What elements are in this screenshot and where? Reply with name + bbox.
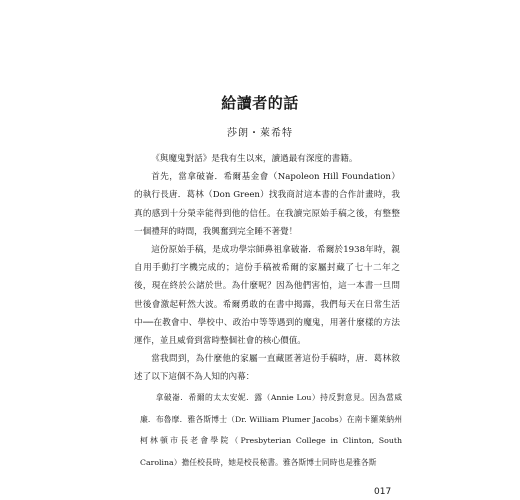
- paragraph: 《與魔鬼對話》是我有生以來，讀過最有深度的書籍。: [151, 154, 358, 164]
- quote-paragraph: 拿破崙．希爾的太太安妮．露（Annie Lou）持反對意見。因為當威廉．布魯摩．雅各斯博士（Dr. William Plumer Jacobs）在南卡羅萊納州柯林頓市長老會學院（Presbyterian College in Clinton, South Carolina）擔任校長時，她是校長秘書。雅各斯博士同時也是雅各斯: [140, 393, 402, 467]
- body-text: [134, 150, 400, 387]
- paragraph: 這份原始手稿，是成功學宗師鼻祖拿破崙．希爾於1938年時，親自用手動打字機完成的；這份手稿被希爾的家屬封藏了七十二年之後，現在終於公諸於世。為什麼呢？因為他們害怕，這一本書一旦問世後會激起軒然大波。希爾勇敢的在書中揭露，我們每天在日常生活中──在教會中、學校中、政治中等等遇到的魔鬼，用著什麼樣的方法運作，並且威脅到當時整個社會的核心價值。: [134, 245, 400, 347]
- page-number: 017: [374, 487, 392, 497]
- paragraph: 首先，當拿破崙．希爾基金會（Napoleon Hill Foundation）的執行長唐．葛林（Don Green）找我商討這本書的合作計畫時，我真的感到十分榮幸能得到他的信任。在我讀完原始手稿之後，有整整一個禮拜的時間，我興奮到完全睡不著覺！: [134, 172, 400, 237]
- quoted-passage: [140, 387, 402, 473]
- paragraph: 當我問到，為什麼他的家屬一直藏匿著這份手稿時，唐．葛林敘述了以下這個不為人知的內幕：: [134, 354, 400, 383]
- author-name: 莎朗・萊希特: [227, 128, 293, 139]
- chapter-title: 給讀者的話: [221, 94, 299, 112]
